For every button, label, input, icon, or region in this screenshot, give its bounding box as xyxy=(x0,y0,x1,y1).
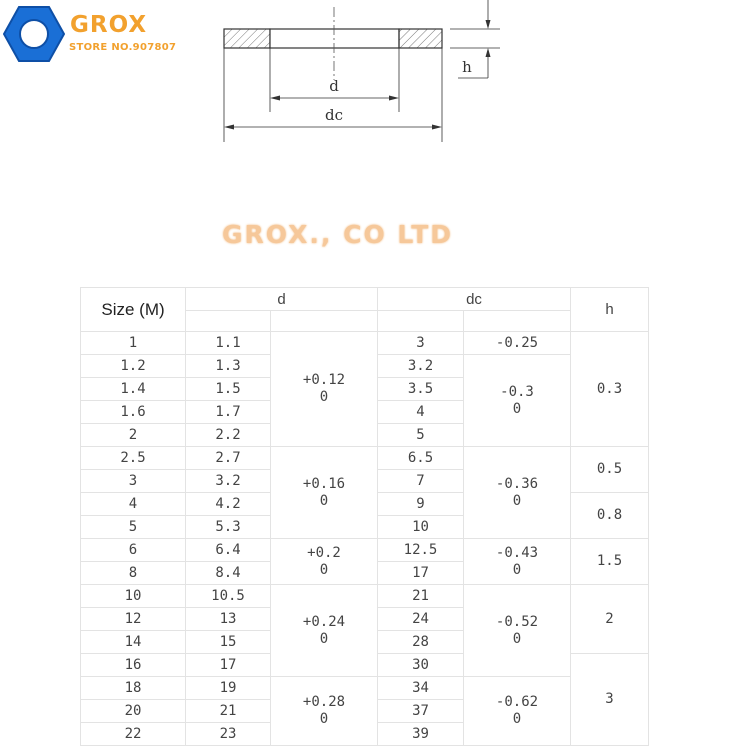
cell-d: 15 xyxy=(186,631,271,654)
cell-dc: 28 xyxy=(378,631,464,654)
cell-size: 20 xyxy=(81,700,186,723)
tolerance-lower: 0 xyxy=(319,492,329,509)
cell-d: 1.7 xyxy=(186,401,271,424)
tolerance-lower: 0 xyxy=(319,561,329,578)
tolerance-lower: 0 xyxy=(512,630,522,647)
tolerance-upper: -0.3 xyxy=(500,383,534,400)
company-watermark: GROX., CO LTD xyxy=(222,220,454,249)
table-row xyxy=(81,332,649,355)
cell-h: 1.5 xyxy=(571,539,649,585)
cell-size: 14 xyxy=(81,631,186,654)
cell-dc: 7 xyxy=(378,470,464,493)
cell-dc-tolerance xyxy=(464,585,571,677)
cell-size: 16 xyxy=(81,654,186,677)
tolerance-upper: +0.28 xyxy=(302,694,346,710)
table-row xyxy=(81,677,649,700)
cell-dc: 10 xyxy=(378,516,464,539)
tolerance-upper: -0.62 xyxy=(495,694,539,710)
cell-h: 0.3 xyxy=(571,332,649,447)
washer-hole xyxy=(270,29,399,48)
cell-dc: 3.5 xyxy=(378,378,464,401)
cell-size: 1.4 xyxy=(81,378,186,401)
tolerance-upper: -0.36 xyxy=(495,475,539,492)
tolerance-upper: -0.25 xyxy=(495,334,539,351)
cell-size: 4 xyxy=(81,493,186,516)
cell-d-tolerance xyxy=(271,447,378,539)
cell-dc: 17 xyxy=(378,562,464,585)
cell-dc: 39 xyxy=(378,723,464,746)
cell-d: 1.5 xyxy=(186,378,271,401)
tolerance-upper: -0.52 xyxy=(495,613,539,630)
cell-size: 1.2 xyxy=(81,355,186,378)
table-row xyxy=(81,539,649,562)
cell-h: 2 xyxy=(571,585,649,654)
cell-size: 8 xyxy=(81,562,186,585)
cell-dc: 24 xyxy=(378,608,464,631)
tolerance-upper: +0.12 xyxy=(302,372,346,388)
cell-dc: 4 xyxy=(378,401,464,424)
cell-dc: 9 xyxy=(378,493,464,516)
tolerance-lower: 0 xyxy=(512,492,522,509)
cell-h: 3 xyxy=(571,654,649,746)
cell-size: 6 xyxy=(81,539,186,562)
tolerance-lower: 0 xyxy=(512,711,522,727)
tolerance-upper: +0.16 xyxy=(302,475,346,492)
cell-d: 4.2 xyxy=(186,493,271,516)
table-row xyxy=(81,447,649,470)
cell-dc-tolerance xyxy=(464,332,571,355)
header-h: h xyxy=(571,288,649,332)
dc-label: dc xyxy=(324,106,344,124)
cell-h: 0.5 xyxy=(571,447,649,493)
cell-size: 5 xyxy=(81,516,186,539)
header-dc-tolerance xyxy=(464,311,571,332)
washer-drawing xyxy=(210,0,510,150)
cell-d: 21 xyxy=(186,700,271,723)
cell-d: 1.3 xyxy=(186,355,271,378)
tolerance-upper: +0.24 xyxy=(302,613,346,630)
cell-size: 1.6 xyxy=(81,401,186,424)
cell-dc: 6.5 xyxy=(378,447,464,470)
tolerance-lower: 0 xyxy=(512,400,522,417)
cell-dc-tolerance xyxy=(464,539,571,585)
brand-name: GROX xyxy=(70,12,148,38)
cell-d: 19 xyxy=(186,677,271,700)
cell-dc: 3 xyxy=(378,332,464,355)
cell-dc: 5 xyxy=(378,424,464,447)
cell-size: 12 xyxy=(81,608,186,631)
cell-d: 3.2 xyxy=(186,470,271,493)
header-d-nominal xyxy=(186,311,271,332)
cell-d: 6.4 xyxy=(186,539,271,562)
cell-size: 10 xyxy=(81,585,186,608)
cell-d: 10.5 xyxy=(186,585,271,608)
cell-size: 2.5 xyxy=(81,447,186,470)
cell-d: 23 xyxy=(186,723,271,746)
cell-size: 18 xyxy=(81,677,186,700)
tolerance-lower: 0 xyxy=(319,389,329,405)
cell-dc: 37 xyxy=(378,700,464,723)
cell-d: 13 xyxy=(186,608,271,631)
tolerance-upper: -0.43 xyxy=(495,544,539,561)
store-number: STORE NO.907807 xyxy=(69,42,177,53)
cell-d-tolerance xyxy=(271,332,378,447)
cell-dc: 30 xyxy=(378,654,464,677)
washer-right-section xyxy=(399,29,442,48)
header-size: Size (M) xyxy=(81,288,186,332)
cell-size: 2 xyxy=(81,424,186,447)
cell-dc: 34 xyxy=(378,677,464,700)
cell-dc: 3.2 xyxy=(378,355,464,378)
cell-dc-tolerance xyxy=(464,447,571,539)
header-d-tolerance xyxy=(271,311,378,332)
header-dc-nominal xyxy=(378,311,464,332)
cell-dc-tolerance xyxy=(464,355,571,447)
h-label: h xyxy=(462,58,472,76)
d-label: d xyxy=(329,77,339,95)
cell-dc: 21 xyxy=(378,585,464,608)
washer-size-table xyxy=(80,287,649,746)
cell-dc: 12.5 xyxy=(378,539,464,562)
cell-d: 2.2 xyxy=(186,424,271,447)
cell-d: 5.3 xyxy=(186,516,271,539)
cell-size: 1 xyxy=(81,332,186,355)
hex-nut-logo-icon xyxy=(3,6,65,62)
tolerance-lower: 0 xyxy=(319,630,329,647)
table-row xyxy=(81,585,649,608)
cell-h: 0.8 xyxy=(571,493,649,539)
cell-size: 22 xyxy=(81,723,186,746)
cell-d-tolerance xyxy=(271,539,378,585)
cell-d-tolerance xyxy=(271,585,378,677)
tolerance-lower: 0 xyxy=(319,711,329,727)
cell-d: 2.7 xyxy=(186,447,271,470)
cell-size: 3 xyxy=(81,470,186,493)
cell-dc-tolerance xyxy=(464,677,571,746)
header-dc: dc xyxy=(378,288,571,311)
tolerance-upper: +0.2 xyxy=(307,544,341,561)
cell-d: 8.4 xyxy=(186,562,271,585)
cell-d-tolerance xyxy=(271,677,378,746)
header-d: d xyxy=(186,288,378,311)
cell-d: 1.1 xyxy=(186,332,271,355)
cell-d: 17 xyxy=(186,654,271,677)
tolerance-lower: 0 xyxy=(512,561,522,578)
washer-left-section xyxy=(224,29,270,48)
